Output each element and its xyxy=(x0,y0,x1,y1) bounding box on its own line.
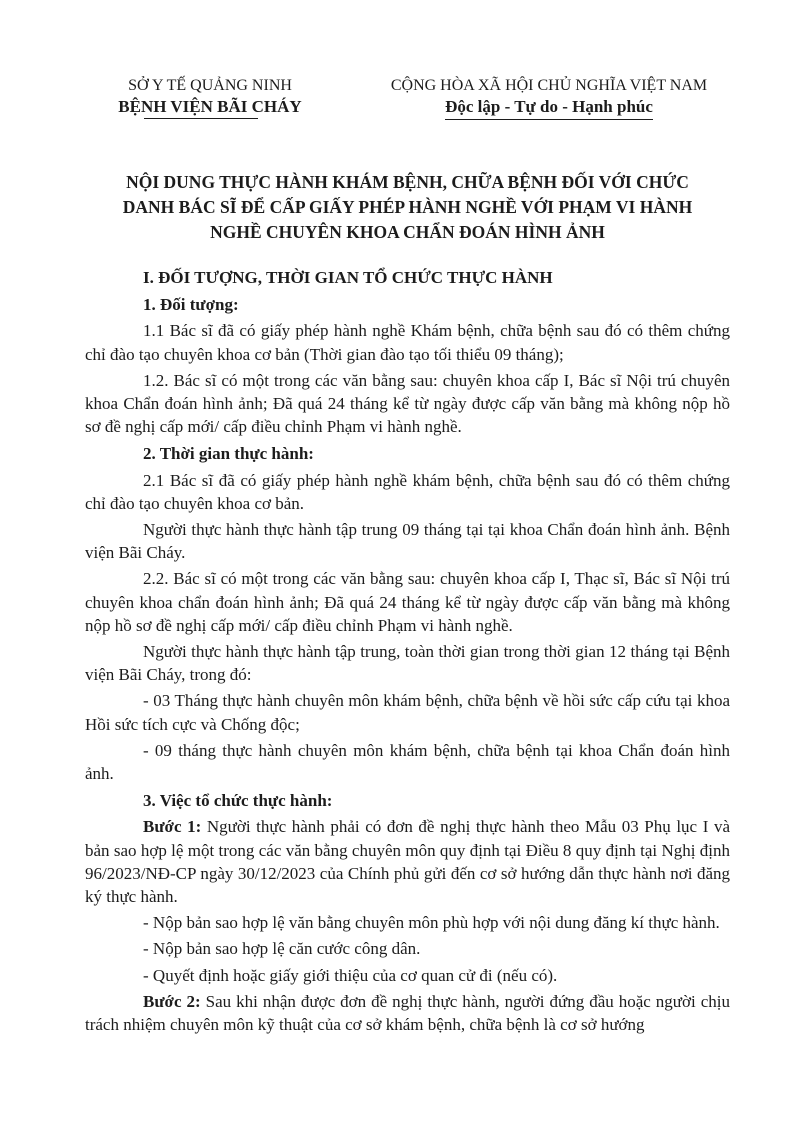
list-item-referral-letter: - Quyết định hoặc giấy giới thiệu của cơ quan cử đi (nếu có). xyxy=(143,965,558,985)
subsection-3-heading: 3. Việc tổ chức thực hành: xyxy=(143,791,333,811)
document-header xyxy=(85,75,730,120)
paragraph-step-1 xyxy=(85,815,730,908)
national-header-block xyxy=(368,75,730,120)
paragraph-step-2 xyxy=(85,990,730,1036)
paragraph-1-2: 1.2. Bác sĩ có một trong các văn bằng sau: chuyên khoa cấp I, Bác sĩ Nội trú chuyên khoa Chẩn đoán hình ảnh; Đã quá 24 tháng kể từ ngày được cấp văn bằng mà không nộp hồ sơ đề nghị cấp mới/ cấp điều chỉnh Phạm vi hành nghề. xyxy=(85,370,730,437)
step-2-label: Bước 2: xyxy=(143,991,201,1011)
hospital-name: BỆNH VIỆN BÃI CHÁY xyxy=(118,97,302,116)
step-1-label: Bước 1: xyxy=(143,817,202,837)
paragraph-2-2: 2.2. Bác sĩ có một trong các văn bằng sau: chuyên khoa cấp I, Thạc sĩ, Bác sĩ Nội trú chuyên khoa chẩn đoán hình ảnh; Đã quá 24 tháng kể từ ngày được cấp văn bằng mà không nộp hồ sơ đề nghị cấp mới/ cấp điều chỉnh Phạm vi hành nghề. xyxy=(85,569,730,635)
list-item-03-months: - 03 Tháng thực hành chuyên môn khám bệnh, chữa bệnh về hồi sức cấp cứu tại khoa Hồi sức tích cực và Chống độc; xyxy=(85,691,730,734)
national-motto: Độc lập - Tự do - Hạnh phúc xyxy=(445,96,653,120)
subsection-1-heading: 1. Đối tượng: xyxy=(143,295,239,315)
list-item-09-months: - 09 tháng thực hành chuyên môn khám bệnh, chữa bệnh tại khoa Chẩn đoán hình ảnh. xyxy=(85,740,730,784)
agency-parent-name: SỞ Y TẾ QUẢNG NINH xyxy=(128,77,292,94)
issuing-agency-block xyxy=(85,75,335,118)
paragraph-1-1: 1.1 Bác sĩ đã có giấy phép hành nghề Khám bệnh, chữa bệnh sau đó có thêm chứng chỉ đào tạo chuyên khoa cơ bản (Thời gian đào tạo tối thiểu 09 tháng); xyxy=(85,321,730,364)
paragraph-2-2b: Người thực hành thực hành tập trung, toàn thời gian trong thời gian 12 tháng tại Bệnh viện Bãi Cháy, trong đó: xyxy=(85,642,730,685)
document-title: NỘI DUNG THỰC HÀNH KHÁM BỆNH, CHỮA BỆNH ĐỐI VỚI CHỨC DANH BÁC SĨ ĐỂ CẤP GIẤY PHÉP HÀNH NGHỀ VỚI PHẠM VI HÀNH NGHỀ CHUYÊN KHOA CHẨN ĐOÁN HÌNH ẢNH xyxy=(122,172,693,242)
paragraph-2-1: 2.1 Bác sĩ đã có giấy phép hành nghề khám bệnh, chữa bệnh sau đó có thêm chứng chỉ đào tạo chuyên khoa cơ bản. xyxy=(85,470,730,513)
step-1-text: Người thực hành phải có đơn đề nghị thực hành theo Mẫu 03 Phụ lục I và bản sao hợp lệ một trong các văn bằng chuyên môn quy định tại Điều 8 quy định tại Nghị định 96/2023/NĐ-CP ngày 30/12/2023 của Chính phủ gửi đến cơ sở hướng dẫn thực hành nơi đăng ký thực hành. xyxy=(85,817,730,907)
section-1-heading: I. ĐỐI TƯỢNG, THỜI GIAN TỔ CHỨC THỰC HÀNH xyxy=(143,268,553,287)
national-title: CỘNG HÒA XÃ HỘI CHỦ NGHĨA VIỆT NAM xyxy=(390,77,708,94)
subsection-2-heading: 2. Thời gian thực hành: xyxy=(143,444,314,464)
paragraph-2-1b: Người thực hành thực hành tập trung 09 tháng tại tại khoa Chẩn đoán hình ảnh. Bệnh viện Bãi Cháy. xyxy=(85,520,730,563)
list-item-id-card-copy: - Nộp bản sao hợp lệ căn cước công dân. xyxy=(143,939,421,959)
step-2-text: Sau khi nhận được đơn đề nghị thực hành, người đứng đầu hoặc người chịu trách nhiệm chuyên môn kỹ thuật của cơ sở khám bệnh, chữa bệnh là cơ sở hướng xyxy=(85,991,730,1035)
document-body xyxy=(85,266,730,1036)
list-item-diploma-copy: - Nộp bản sao hợp lệ văn bằng chuyên môn phù hợp với nội dung đăng kí thực hành. xyxy=(143,913,720,933)
